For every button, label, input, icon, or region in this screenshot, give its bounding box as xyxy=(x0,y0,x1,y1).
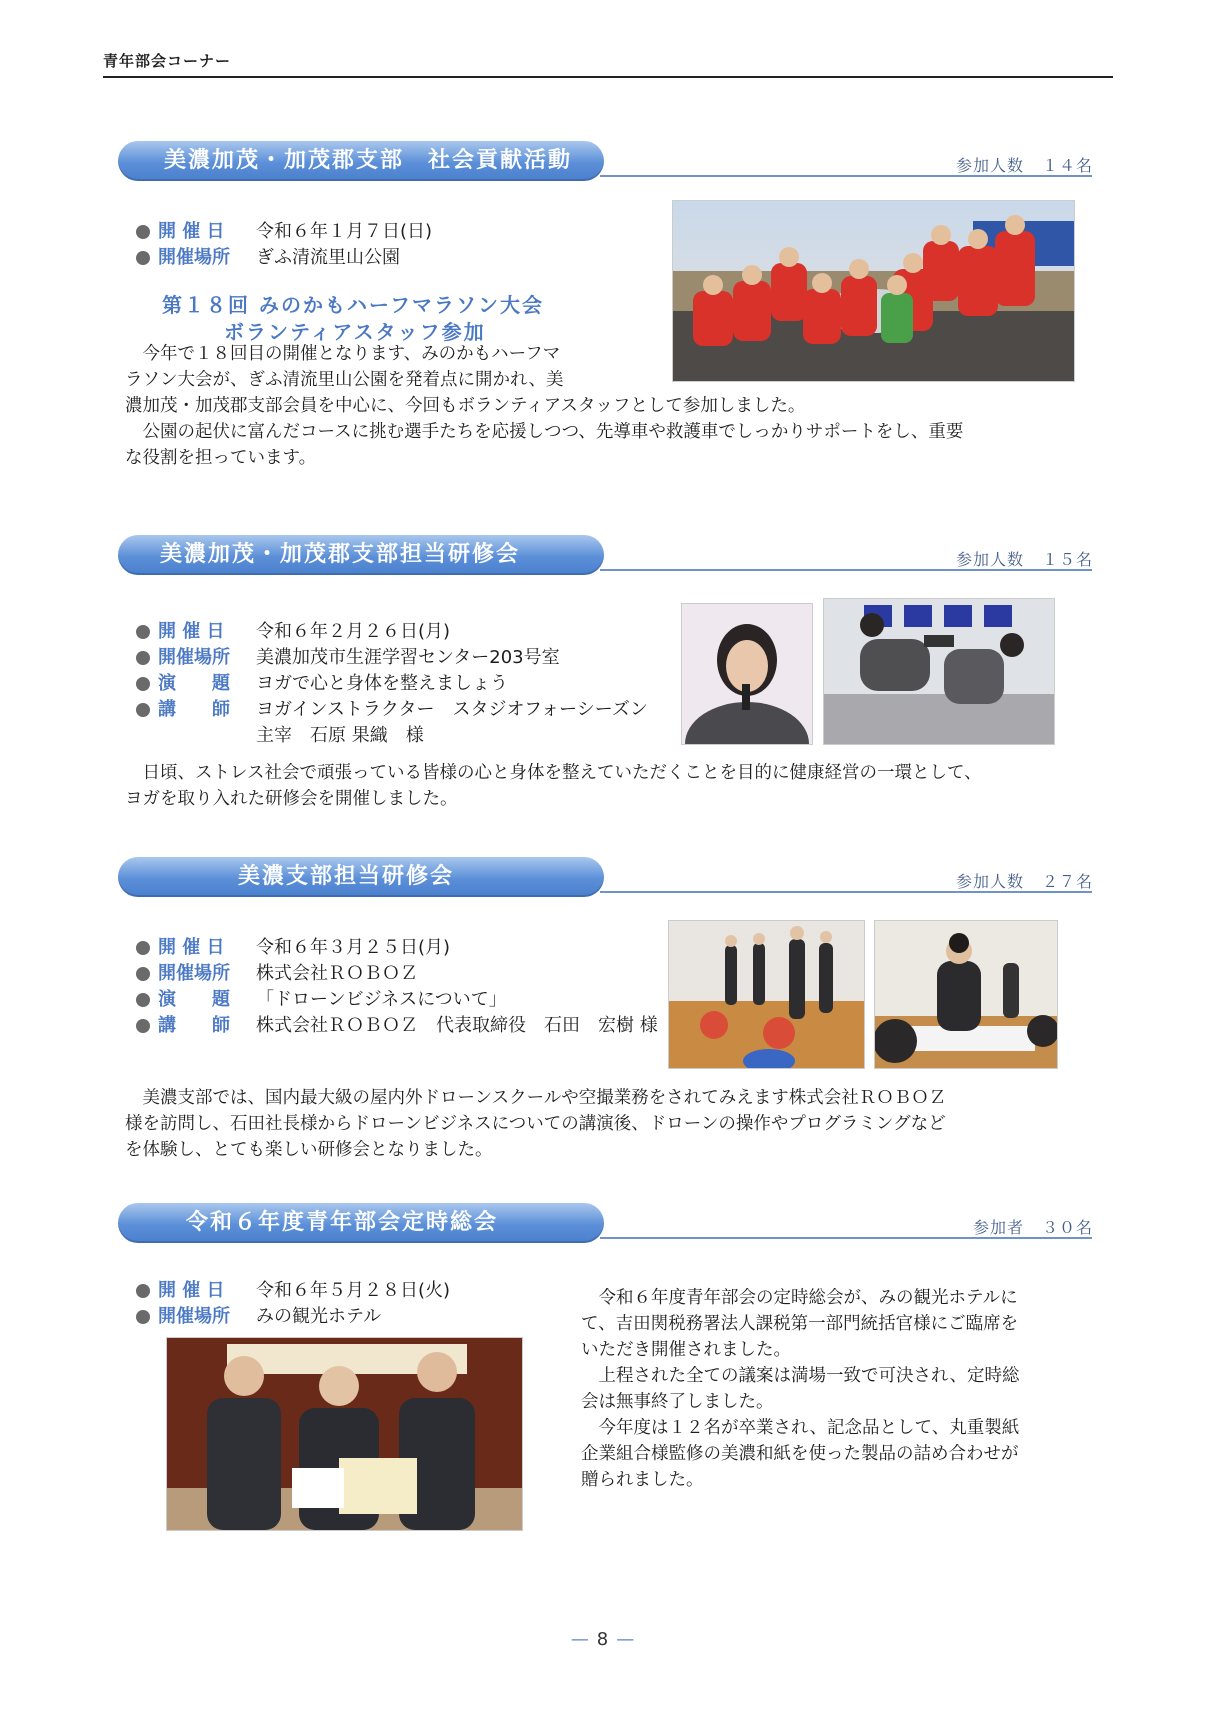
body-line: 今年で１８回目の開催となります、みのかもハーフマ xyxy=(142,344,561,364)
info-key: 演 題 xyxy=(158,673,230,694)
photo-yoga-practice xyxy=(823,598,1055,745)
info-value: 令和６年２月２６日(月) xyxy=(256,621,451,642)
info-key: 講 師 xyxy=(158,1015,230,1036)
footer-dash: — xyxy=(616,1629,635,1650)
info-value: 令和６年５月２８日(火) xyxy=(256,1280,451,1301)
info-value: みの観光ホテル xyxy=(256,1306,382,1327)
bullet-icon xyxy=(136,651,150,665)
page-footer xyxy=(0,1629,1205,1650)
photo-general-meeting xyxy=(166,1337,523,1531)
info-key: 開催場所 xyxy=(158,963,230,984)
participant-count xyxy=(956,547,1093,570)
info-value: 主宰 石原 果織 様 xyxy=(256,725,424,746)
info-value: 「ドローンビジネスについて」 xyxy=(256,989,507,1010)
info-value: ヨガで心と身体を整えましょう xyxy=(256,673,508,694)
body-line: な役割を担っています。 xyxy=(125,448,317,468)
section-title-pill xyxy=(118,857,604,897)
body-line: ヨガを取り入れた研修会を開催しました。 xyxy=(125,789,458,809)
info-key: 開 催 日 xyxy=(158,221,225,242)
body-line: 今年度は１２名が卒業され、記念品として、丸重製紙 xyxy=(598,1418,1020,1438)
info-value: ぎふ清流里山公園 xyxy=(256,247,400,268)
section-drone-seminar xyxy=(118,857,1093,1187)
photo-drone-lecture xyxy=(874,920,1058,1069)
section-title: 美濃支部担当研修会 xyxy=(238,864,455,889)
bullet-icon xyxy=(136,677,150,691)
section-title-pill xyxy=(118,141,604,181)
section-body xyxy=(125,760,1025,812)
bullet-icon xyxy=(136,941,150,955)
body-line: 贈られました。 xyxy=(581,1470,704,1490)
info-value: 令和６年１月７日(日) xyxy=(256,221,433,242)
count-value: ２７名 xyxy=(1041,872,1093,891)
body-line: 令和６年度青年部会の定時総会が、みの観光ホテルに xyxy=(598,1288,1018,1308)
body-line: ラソン大会が、ぎふ清流里山公園を発着点に開かれ、美 xyxy=(125,370,564,390)
section-title-pill xyxy=(118,535,604,575)
info-value: 株式会社ＲＯＢＯＺ 代表取締役 石田 宏樹 様 xyxy=(256,1015,658,1036)
body-line: 日頃、ストレス社会で頑張っている皆様の心と身体を整えていただくことを目的に健康経営の一環として、 xyxy=(142,763,982,783)
section-body xyxy=(581,1285,1061,1493)
section-title-pill xyxy=(118,1203,604,1243)
info-value: 令和６年３月２５日(月) xyxy=(256,937,451,958)
body-line: て、吉田関税務署法人課税第一部門統括官様にご臨席を xyxy=(581,1314,1019,1334)
info-key: 開 催 日 xyxy=(158,937,225,958)
info-key: 開催場所 xyxy=(158,247,230,268)
subtitle-line: ボランティアスタッフ参加 xyxy=(224,320,486,344)
event-subtitle xyxy=(162,292,544,346)
bullet-icon xyxy=(136,1284,150,1298)
count-value: １５名 xyxy=(1041,550,1093,569)
body-line: 濃加茂・加茂郡支部会員を中心に、今回もボランティアスタッフとして参加しました。 xyxy=(125,396,806,416)
photo-drone-school xyxy=(668,920,865,1069)
info-value: 美濃加茂市生涯学習センター203号室 xyxy=(256,647,560,668)
bullet-icon xyxy=(136,1019,150,1033)
info-key: 開催場所 xyxy=(158,647,230,668)
section-volunteer xyxy=(118,141,1093,511)
section-title: 美濃加茂・加茂郡支部担当研修会 xyxy=(160,542,521,567)
page-number: 8 xyxy=(596,1629,609,1650)
info-key: 開 催 日 xyxy=(158,1280,225,1301)
info-key: 開 催 日 xyxy=(158,621,225,642)
count-value: １４名 xyxy=(1041,156,1093,175)
participant-count xyxy=(956,153,1093,176)
info-value: 株式会社ＲＯＢＯＺ xyxy=(256,963,418,984)
count-value: ３０名 xyxy=(1041,1218,1093,1237)
section-yoga-seminar xyxy=(118,535,1093,835)
body-line: 様を訪問し、石田社長様からドローンビジネスについての講演後、ドローンの操作やプログラミングなど xyxy=(125,1114,946,1134)
bullet-icon xyxy=(136,703,150,717)
footer-dash: — xyxy=(570,1629,589,1650)
subtitle-line: 第１８回 みのかもハーフマラソン大会 xyxy=(162,293,544,317)
bullet-icon xyxy=(136,225,150,239)
page-header-title: 青年部会コーナー xyxy=(103,52,232,70)
count-label: 参加人数 xyxy=(955,872,1024,891)
body-line: 上程された全ての議案は満場一致で可決され、定時総 xyxy=(598,1366,1020,1386)
bullet-icon xyxy=(136,967,150,981)
body-line: 美濃支部では、国内最大級の屋内外ドローンスクールや空撮業務をされてみえます株式会社ＲＯＢＯＺ xyxy=(142,1088,947,1108)
bullet-icon xyxy=(136,251,150,265)
section-general-meeting xyxy=(118,1203,1093,1563)
info-value: ヨガインストラクター スタジオフォーシーズン xyxy=(256,699,648,720)
count-label: 参加人数 xyxy=(955,156,1024,175)
count-label: 参加者 xyxy=(972,1218,1024,1237)
count-label: 参加人数 xyxy=(955,550,1024,569)
participant-count xyxy=(956,869,1093,892)
body-line: 公園の起伏に富んだコースに挑む選手たちを応援しつつ、先導車や救護車でしっかりサポートをし、重要 xyxy=(142,422,964,442)
header-rule xyxy=(103,76,1113,78)
body-line: を体験し、とても楽しい研修会となりました。 xyxy=(125,1140,493,1160)
photo-yoga-instructor xyxy=(681,603,813,745)
bullet-icon xyxy=(136,993,150,1007)
bullet-icon xyxy=(136,1310,150,1324)
body-line: 企業組合様監修の美濃和紙を使った製品の詰め合わせが xyxy=(581,1444,1019,1464)
bullet-icon xyxy=(136,625,150,639)
section-title: 美濃加茂・加茂郡支部 社会貢献活動 xyxy=(164,148,573,173)
section-title: 令和６年度青年部会定時総会 xyxy=(186,1210,499,1235)
info-key: 演 題 xyxy=(158,989,230,1010)
info-key: 開催場所 xyxy=(158,1306,230,1327)
section-body xyxy=(125,341,985,471)
body-line: いただき開催されました。 xyxy=(581,1340,791,1360)
info-key: 講 師 xyxy=(158,699,230,720)
participant-count xyxy=(973,1215,1093,1238)
section-body xyxy=(125,1085,1025,1163)
body-line: 会は無事終了しました。 xyxy=(581,1392,774,1412)
